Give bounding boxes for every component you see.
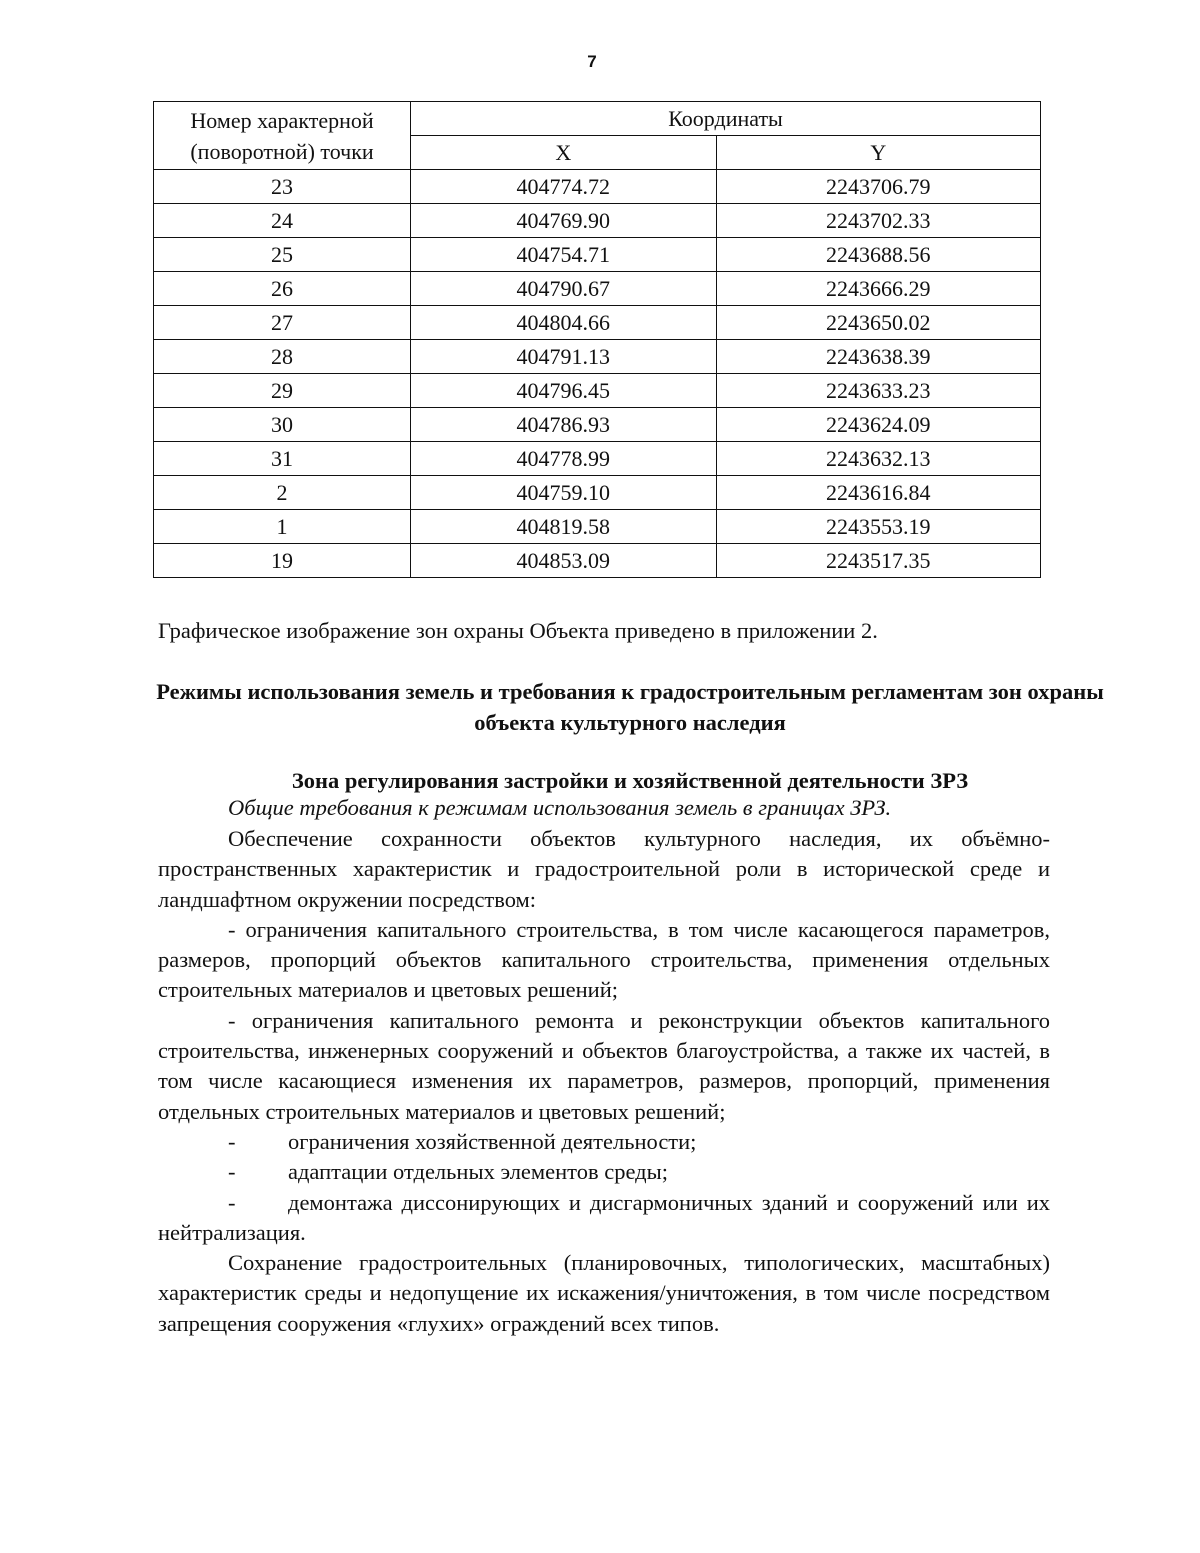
cell-point: 19	[154, 544, 411, 578]
cell-x: 404754.71	[411, 238, 716, 272]
heading-modes: Режимы использования земель и требования к градостроительным регламентам зон охраны объекта культурного наследия	[156, 679, 1104, 735]
table-body	[154, 170, 1041, 578]
table-row	[154, 510, 1041, 544]
cell-point: 27	[154, 306, 411, 340]
list-dash: -	[228, 1189, 236, 1215]
cell-x: 404796.45	[411, 374, 716, 408]
cell-y: 2243638.39	[716, 340, 1040, 374]
table-row	[154, 476, 1041, 510]
cell-point: 23	[154, 170, 411, 204]
list-item-text: демонтажа диссонирующих и дисгармоничных зданий и сооружений или их нейтрализация.	[158, 1189, 1050, 1245]
list-dash: -	[228, 1159, 236, 1185]
graphic-note: Графическое изображение зон охраны Объекта приведено в приложении 2.	[158, 618, 878, 643]
header-point: Номер характерной (поворотной) точки	[154, 102, 411, 170]
list-item-text: адаптации отдельных элементов среды;	[288, 1159, 668, 1185]
list-item-dismantling	[158, 1188, 1050, 1249]
header-coords: Координаты	[411, 102, 1041, 136]
cell-y: 2243517.35	[716, 544, 1040, 578]
paragraph-urban-characteristics: Сохранение градостроительных (планировочных, типологических, масштабных) характеристик среды и недопущение их искажения/уничтожения, в том числе посредством запрещения сооружения «глухих» ограждений всех типов.	[158, 1250, 1050, 1336]
cell-x: 404819.58	[411, 510, 716, 544]
coordinates-table	[153, 101, 1041, 578]
list-dash: -	[228, 1128, 236, 1154]
cell-y: 2243650.02	[716, 306, 1040, 340]
table-row	[154, 204, 1041, 238]
list-item-capital-repair: - ограничения капитального ремонта и реконструкции объектов капитального строительства, инженерных сооружений и объектов благоустройства, а также их частей, в том числе касающиеся изменения их параметров, размеров, пропорций, применения отдельных строительных материалов и цветовых решений;	[158, 1007, 1050, 1124]
table-row	[154, 408, 1041, 442]
cell-x: 404759.10	[411, 476, 716, 510]
cell-x: 404774.72	[411, 170, 716, 204]
header-x: X	[411, 136, 716, 170]
cell-y: 2243633.23	[716, 374, 1040, 408]
cell-x: 404769.90	[411, 204, 716, 238]
cell-x: 404791.13	[411, 340, 716, 374]
header-y: Y	[716, 136, 1040, 170]
cell-x: 404804.66	[411, 306, 716, 340]
cell-y: 2243688.56	[716, 238, 1040, 272]
table-row	[154, 272, 1041, 306]
table-row	[154, 442, 1041, 476]
cell-y: 2243706.79	[716, 170, 1040, 204]
table-row	[154, 340, 1041, 374]
list-item-capital-construction: - ограничения капитального строительства, в том числе касающегося параметров, размеров, пропорций объектов капитального строительства, применения отдельных строительных материалов и цветовых решений;	[158, 916, 1050, 1003]
list-item-economic-activity	[158, 1127, 1050, 1157]
cell-point: 26	[154, 272, 411, 306]
page-number: 7	[587, 52, 597, 71]
list-item-adaptation	[158, 1157, 1050, 1187]
table-row	[154, 374, 1041, 408]
table-row	[154, 544, 1041, 578]
cell-y: 2243624.09	[716, 408, 1040, 442]
cell-y: 2243553.19	[716, 510, 1040, 544]
cell-y: 2243616.84	[716, 476, 1040, 510]
body-text	[158, 824, 1050, 1339]
paragraph-preservation: Обеспечение сохранности объектов культурного наследия, их объёмно-пространственных характеристик и градостроительной роли в исторической среде и ландшафтном окружении посредством:	[158, 826, 1050, 912]
cell-point: 28	[154, 340, 411, 374]
cell-y: 2243666.29	[716, 272, 1040, 306]
cell-point: 24	[154, 204, 411, 238]
cell-x: 404790.67	[411, 272, 716, 306]
cell-point: 1	[154, 510, 411, 544]
cell-point: 31	[154, 442, 411, 476]
cell-y: 2243632.13	[716, 442, 1040, 476]
cell-point: 25	[154, 238, 411, 272]
cell-point: 29	[154, 374, 411, 408]
cell-x: 404853.09	[411, 544, 716, 578]
subheading-requirements: Общие требования к режимам использования земель в границах ЗРЗ.	[228, 795, 892, 820]
heading-zone: Зона регулирования застройки и хозяйственной деятельности ЗРЗ	[291, 768, 969, 793]
cell-point: 2	[154, 476, 411, 510]
cell-x: 404778.99	[411, 442, 716, 476]
cell-y: 2243702.33	[716, 204, 1040, 238]
list-item-text: ограничения хозяйственной деятельности;	[288, 1128, 697, 1154]
table-row	[154, 306, 1041, 340]
cell-point: 30	[154, 408, 411, 442]
cell-x: 404786.93	[411, 408, 716, 442]
table-row	[154, 170, 1041, 204]
table-row	[154, 238, 1041, 272]
